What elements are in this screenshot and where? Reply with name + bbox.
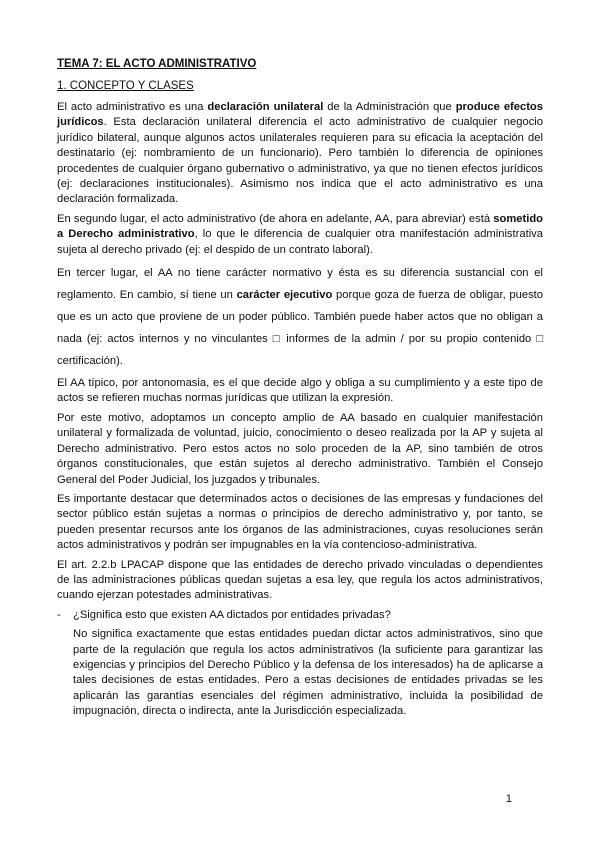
paragraph-7: El art. 2.2.b LPACAP dispone que las entidades de derecho privado vinculadas o dependientes de las administraciones públicas quedan sujetas a esa ley, que regula los actos administrativos, cuando ejerzan potestades administrativas. <box>57 558 543 602</box>
answer-paragraph: No significa exactamente que estas entidades puedan dictar actos administrativos, sino que parte de la regulación que regula los actos administrativos (la suficiente para garantizar las exigencias y principios del Derecho Público y la defensa de los interesados) ha de aplicarse a tales decisiones de estas entidades. Pero a estas decisiones de entidades privadas se les aplicarán las garantías esenciales del régimen administrativo, incluida la posibilidad de impugnación, directa o indirecta, ante la Jurisdicción especializada. <box>73 628 543 718</box>
paragraph-3 <box>57 262 543 372</box>
page-number: 1 <box>505 793 512 805</box>
question-item <box>57 608 543 623</box>
page-title: TEMA 7: EL ACTO ADMINISTRATIVO <box>57 58 257 70</box>
p1-bold-2: produce efectos jurídicos <box>57 101 543 129</box>
p2-text-2: , lo que le diferencia de cualquier otra manifestación administrativa sujeta al derecho privado (ej: el despido de un contrato laboral). <box>57 228 543 256</box>
paragraph-6: Es importante destacar que determinados actos o decisiones de las empresas y fundaciones del sector público están sujetas a normas o principios de derecho administrativo y, por tanto, se pueden presentar recursos ante los órganos de las administraciones, cuyas resoluciones serán actos administrativos y podrán ser impugnables en la vía contencioso-administrativa. <box>57 492 543 552</box>
paragraph-5: Por este motivo, adoptamos un concepto amplio de AA basado en cualquier manifestación unilateral y formalizada de voluntad, juicio, conocimiento o deseo realizada por la AP y sujeta al Derecho administrativo. Pero estos actos no solo proceden de la AP, sino también de otros órganos constitucionales, que están sujetos al derecho administrativo. También el Consejo General del Poder Judicial, los juzgados y tribunales. <box>57 411 543 486</box>
list-dash: - <box>57 608 61 621</box>
p3-bold-1: carácter ejecutivo <box>236 289 333 302</box>
p1-text-3: . Esta declaración unilateral diferencia el acto administrativo de cualquier negocio jurídico bilateral, aunque algunos actos unilaterales requieren para su eficacia la aceptación del destinatario (ej: nombramiento de un funcionario). Pero también lo diferencia de opiniones procedentes de cualquier órgano gubernativo o administrativo, ya que no tienen efectos jurídicos (ej: declaraciones institucionales). Asimismo nos indica que el acto administrativo es una declaración formalizada. <box>57 116 543 206</box>
p3-text-1: En tercer lugar, el AA no tiene carácter normativo y ésta es su diferencia sustancial con el reglamento. En cambio, sí tiene un <box>57 267 543 302</box>
paragraph-4: El AA típico, por antonomasia, es el que decide algo y obliga a su cumplimiento y a este tipo de actos se refieren muchas normas jurídicas que utilizan la expresión. <box>57 377 543 405</box>
p1-bold-1: declaración unilateral <box>207 101 324 113</box>
p2-text-1: En segundo lugar, el acto administrativo (de ahora en adelante, AA, para abreviar) está <box>57 212 494 225</box>
section-heading: 1. CONCEPTO Y CLASES <box>57 80 194 92</box>
p2-bold-1: sometido a Derecho administrativo <box>57 212 543 241</box>
document-body <box>57 56 543 720</box>
question-text: ¿Significa esto que existen AA dictados por entidades privadas? <box>73 608 391 621</box>
paragraph-2 <box>57 212 543 258</box>
p3-text-2: porque goza de fuerza de obligar, puesto que es un acto que proviene de un poder público. También puede haber actos que no obligan a nada (ej: actos internos y no vinculantes □ informes de la admin / por su propio contenido □ certificación). <box>57 289 543 368</box>
p1-text-2: de la Administración que <box>323 101 456 113</box>
paragraph-1 <box>57 100 543 208</box>
p1-text-1: El acto administrativo es una <box>57 101 208 113</box>
